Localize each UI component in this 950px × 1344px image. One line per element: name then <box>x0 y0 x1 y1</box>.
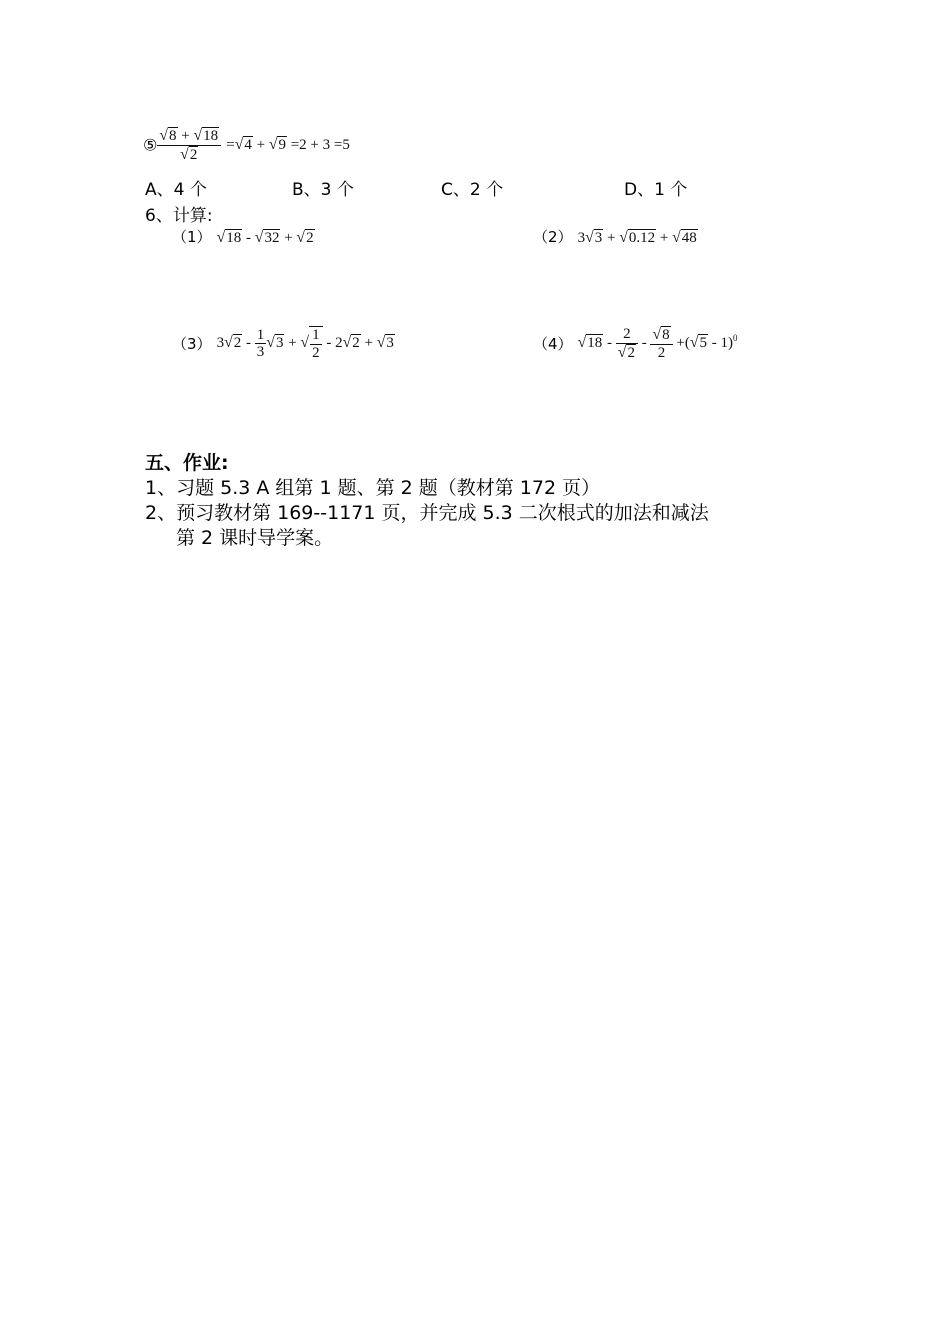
option-b: B、3 个 <box>292 180 354 200</box>
item-marker: ⑤ <box>143 135 158 155</box>
problem-label: （1） <box>172 228 212 246</box>
sqrt-term: 5 <box>699 334 707 351</box>
problem-label: （2） <box>533 228 573 246</box>
sqrt-term: 18 <box>587 334 603 351</box>
operator: = <box>226 137 235 153</box>
sqrt-term: 2 <box>352 334 360 351</box>
item5-line <box>143 127 350 171</box>
problem-1: （1） √18 - √32 + √2 <box>172 228 314 246</box>
operator: + <box>181 128 190 144</box>
sqrt-term: 9 <box>278 137 286 153</box>
operator: + <box>676 334 685 351</box>
problem-label: （4） <box>533 335 573 353</box>
result-text: =2 + 3 =5 <box>290 137 350 153</box>
sqrt-fraction: √ $\frac{1}{2}$ <box>300 326 322 361</box>
fraction: $\frac{1}{3}$ <box>256 326 265 360</box>
sqrt-term: 0.12 <box>628 230 656 246</box>
operator: + <box>659 230 669 246</box>
sqrt-term: 2 <box>189 146 198 163</box>
sqrt-term: 8 <box>169 128 177 144</box>
sqrt-term: 48 <box>681 230 697 246</box>
sqrt-term: 2 <box>306 230 314 246</box>
minus-one: - 1) <box>711 334 733 351</box>
problem-3: （3） 3√2 - $\frac{1}{3}$ √3 + √ $\frac{1}{2}$ - 2√2 + √3 <box>172 326 394 361</box>
problem-label: （3） <box>172 335 212 353</box>
operator: - <box>641 334 647 351</box>
operator: - <box>246 230 252 246</box>
sqrt-term: 3 <box>386 334 394 351</box>
sqrt-term: 18 <box>203 128 219 144</box>
problem-4: （4） √18 - $\frac{2}{√2}$ - $\frac{√8}{2}$ +(√5 - 1)$^0$ <box>533 326 738 361</box>
coefficient: 2 <box>335 334 343 351</box>
operator: + <box>364 334 373 351</box>
coefficient: 3 <box>216 334 225 351</box>
operator: + <box>607 230 616 246</box>
equation-rest: =√4 + √9 =2 + 3 =5 <box>226 136 350 153</box>
homework-title: 五、作业: <box>145 452 229 474</box>
fraction: $\frac{√8}{2}$ <box>650 326 672 361</box>
item5-fraction: $\frac{√8 + √18}{√2}$ <box>157 127 221 163</box>
coefficient: 3 <box>577 230 586 246</box>
paren-open: ( <box>684 334 690 351</box>
operator: + <box>284 230 293 246</box>
sqrt-term: 3 <box>275 334 284 351</box>
sqrt-term: 3 <box>594 230 603 246</box>
option-c: C、2 个 <box>441 180 504 200</box>
sqrt-term: 18 <box>226 230 242 246</box>
sqrt-term: 4 <box>244 137 252 153</box>
operator: - <box>246 334 252 351</box>
problem-2: （2） 3√3 + √0.12 + √48 <box>533 228 697 246</box>
homework-item-2-continued: 第 2 课时导学案。 <box>176 527 334 549</box>
option-d: D、1 个 <box>624 180 688 200</box>
sqrt-term: 2 <box>233 334 242 351</box>
operator: - <box>326 334 332 351</box>
homework-item-2: 2、预习教材第 169--1171 页，并完成 5.3 二次根式的加法和减法 <box>145 502 709 524</box>
homework-item-1: 1、习题 5.3 A 组第 1 题、第 2 题（教材第 172 页） <box>145 477 601 499</box>
fraction: $\frac{2}{√2}$ <box>616 326 638 361</box>
sqrt-term: 32 <box>264 230 280 246</box>
option-a: A、4 个 <box>145 180 207 200</box>
operator: + <box>288 334 297 351</box>
operator: + <box>256 137 266 153</box>
operator: - <box>607 334 613 351</box>
question-6-heading: 6、计算: <box>145 206 213 226</box>
exponent: 0 <box>732 332 738 343</box>
